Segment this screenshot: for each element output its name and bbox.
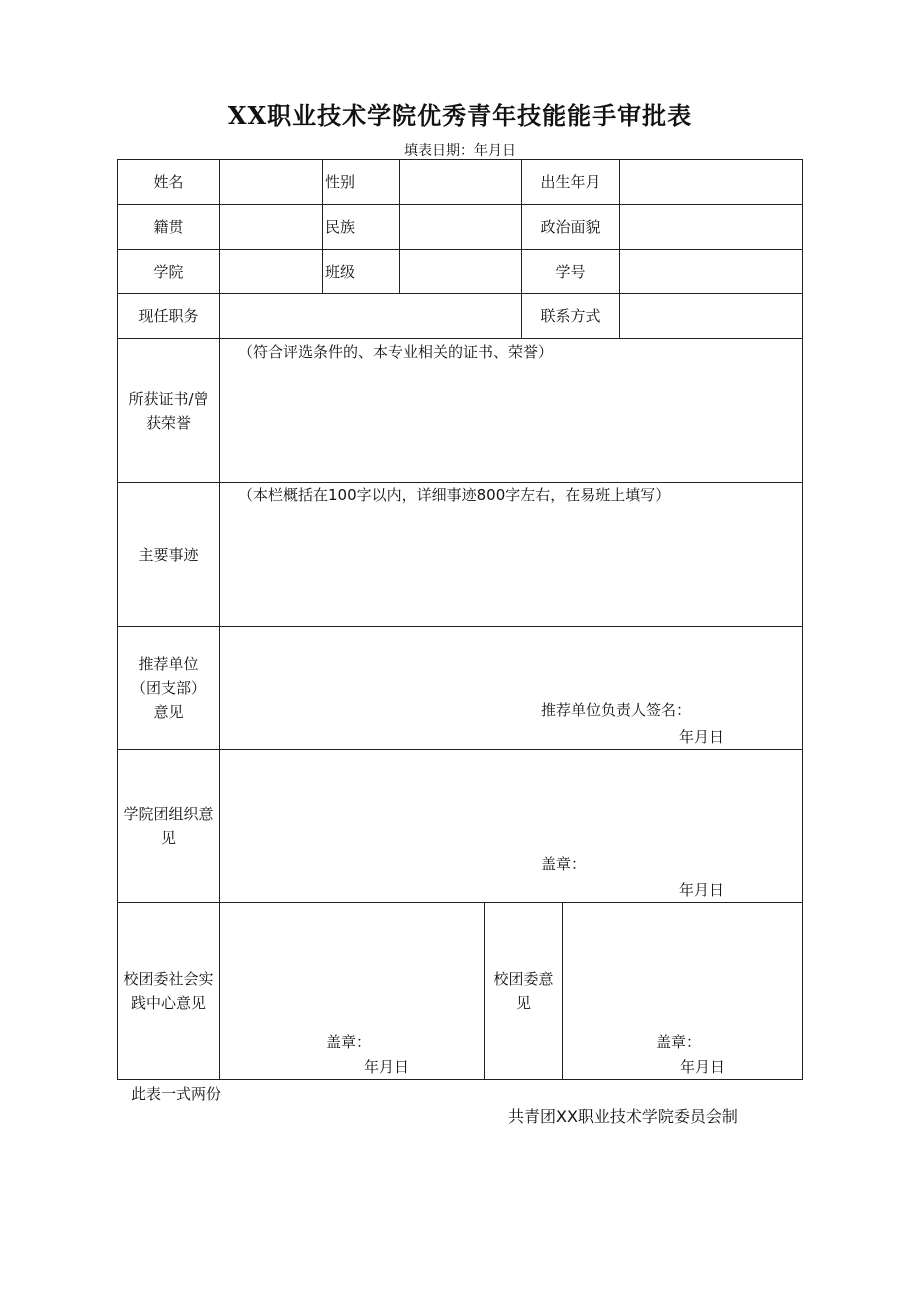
label-native-place: 籍贯 <box>153 218 184 236</box>
fill-date: 填表日期：年月日 <box>404 143 516 159</box>
label-certificates: 所获证书/曾获荣誉 <box>128 389 209 432</box>
form-title: XX职业技术学院优秀青年技能能手审批表 <box>227 101 693 130</box>
label-political-status: 政治面貌 <box>540 218 601 236</box>
label-main-deeds: 主要事迹 <box>138 545 199 564</box>
label-current-position: 现任职务 <box>138 307 199 325</box>
school-league-stamp: 盖章： <box>656 1033 702 1051</box>
ethnicity-field[interactable] <box>400 205 521 249</box>
name-field[interactable] <box>220 160 322 204</box>
college-league-date: 年月日 <box>679 881 725 899</box>
birth-field[interactable] <box>620 160 802 204</box>
issuer: 共青团XX职业技术学院委员会制 <box>508 1107 738 1126</box>
recommend-date: 年月日 <box>679 728 725 746</box>
label-birth: 出生年月 <box>540 173 601 191</box>
native-place-field[interactable] <box>220 205 322 249</box>
label-ethnicity: 民族 <box>325 218 356 236</box>
main-deeds-note: （本栏概括在100字以内，详细事迹800字左右，在易班上填写） <box>238 486 671 504</box>
label-name: 姓名 <box>153 173 184 191</box>
class-field[interactable] <box>400 250 521 293</box>
political-status-field[interactable] <box>620 205 802 249</box>
label-recommend-unit: 推荐单位（团支部）意见 <box>130 655 206 721</box>
col-line <box>484 902 485 1079</box>
school-practice-stamp: 盖章： <box>326 1033 372 1051</box>
college-league-stamp: 盖章： <box>541 855 587 873</box>
label-class: 班级 <box>325 262 356 281</box>
col-line <box>802 159 803 1080</box>
current-position-field[interactable] <box>220 294 521 338</box>
college-field[interactable] <box>220 250 322 293</box>
label-college-league: 学院团组织意见 <box>123 805 214 847</box>
school-practice-date: 年月日 <box>364 1058 410 1076</box>
col-line <box>322 159 323 249</box>
student-id-field[interactable] <box>620 250 802 293</box>
certificates-note: （符合评选条件的、本专业相关的证书、荣誉） <box>238 343 554 361</box>
label-contact: 联系方式 <box>540 307 601 325</box>
label-school-league: 校团委意见 <box>493 970 554 1012</box>
col-line <box>562 902 563 1079</box>
recommend-sign-label: 推荐单位负责人签名： <box>541 701 692 719</box>
contact-field[interactable] <box>620 294 802 338</box>
gender-field[interactable] <box>400 160 521 204</box>
label-student-id: 学号 <box>555 262 586 281</box>
label-college: 学院 <box>153 262 184 281</box>
label-school-practice: 校团委社会实践中心意见 <box>123 970 214 1012</box>
label-gender: 性别 <box>325 173 356 191</box>
copies-note: 此表一式两份 <box>131 1085 222 1103</box>
col-line <box>322 249 323 293</box>
school-league-date: 年月日 <box>680 1058 726 1076</box>
